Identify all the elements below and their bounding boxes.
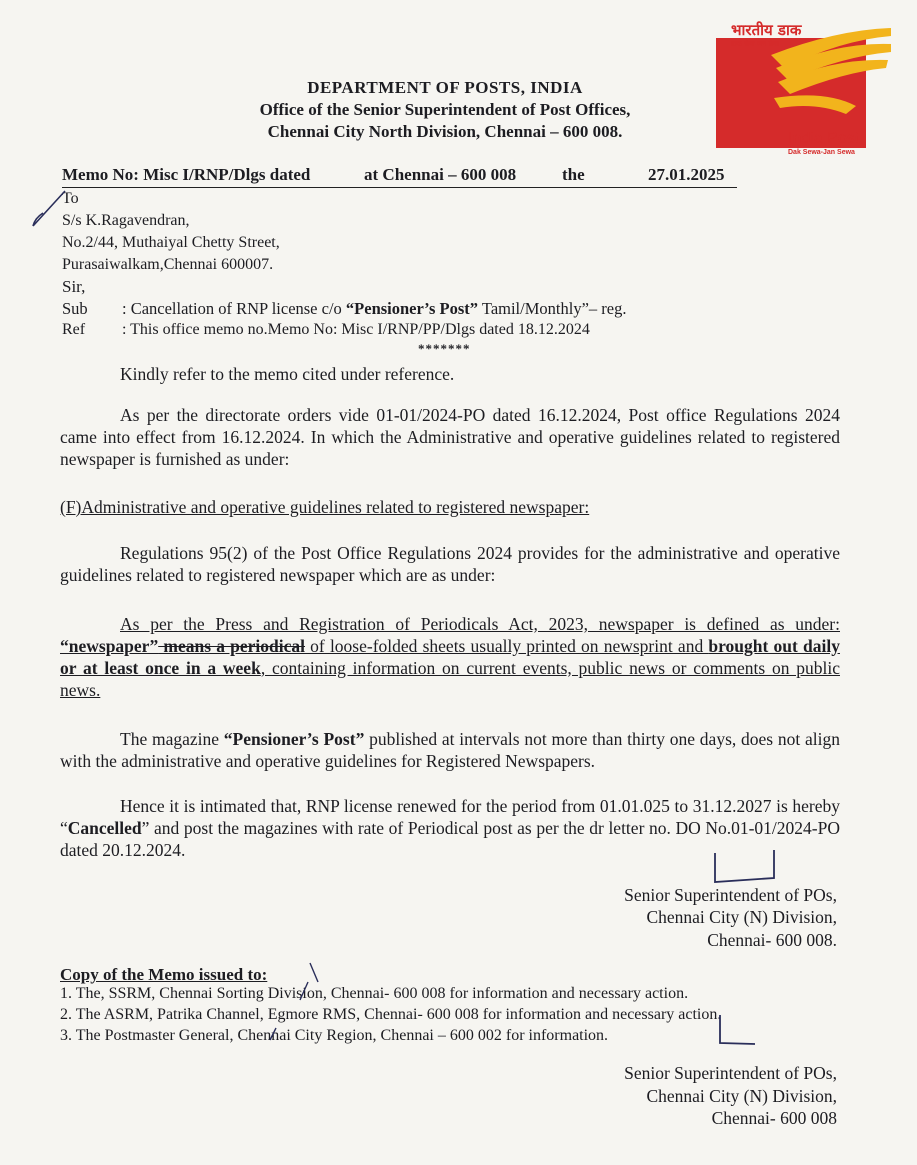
- office-title: Office of the Senior Superintendent of Post Offices,: [259, 100, 631, 119]
- paragraph-5: [60, 728, 840, 772]
- memo-place: at Chennai – 600 008: [364, 165, 517, 184]
- signature-1-line3: Chennai- 600 008.: [707, 930, 837, 950]
- paragraph-6-cancelled: Cancelled: [67, 818, 142, 838]
- definition-intro: As per the Press and Registration of Periodicals Act, 2023, newspaper is defined as under:: [120, 614, 840, 634]
- copy-item-2: 2. The ASRM, Patrika Channel, Egmore RMS, Chennai- 600 008 for information and necessary action.: [60, 1006, 722, 1023]
- paragraph-1: [60, 363, 840, 385]
- reference-text: : This office memo no.Memo No: Misc I/RNP/PP/Dlgs dated 18.12.2024: [122, 321, 590, 338]
- definition-body: of loose-folded sheets usually printed on newsprint and: [305, 636, 709, 656]
- subject-label: Sub: [62, 299, 88, 318]
- paragraph-5-c: published at intervals not more than thirty one days, does not align with the administrative and operative guidelines for Registered Newspapers.: [60, 729, 840, 771]
- department-title: DEPARTMENT OF POSTS, INDIA: [307, 78, 583, 97]
- definition-means: means a periodical: [158, 636, 305, 656]
- definition-end: , containing information on current events, public news or comments on public news.: [60, 658, 840, 700]
- paragraph-5-magazine: “Pensioner’s Post”: [223, 729, 365, 749]
- paragraph-3-text: Regulations 95(2) of the Post Office Regulations 2024 provides for the administrative and operative guidelines related to registered newspaper which are as under:: [60, 543, 840, 585]
- reference-label: Ref: [62, 321, 86, 338]
- copy-item-3: 3. The Postmaster General, Chennai City Region, Chennai – 600 002 for information.: [60, 1027, 609, 1044]
- logo-name: India Post: [788, 130, 860, 147]
- addressee-to: To: [62, 190, 79, 207]
- subject-row: [62, 298, 626, 320]
- logo-hindi-title: भारतीय डाक: [731, 21, 802, 39]
- logo-hindi-tagline: डाक सेवा-जन सेवा: [731, 40, 779, 48]
- logo-tagline: Dak Sewa-Jan Sewa: [788, 149, 855, 156]
- india-post-logo: [716, 10, 891, 160]
- section-heading: (F)Administrative and operative guidelines related to registered newspaper:: [60, 497, 590, 517]
- paragraph-3: [60, 542, 840, 586]
- paragraph-6-c: ” and post the magazines with rate of Periodical post as per the dr letter no. DO No.01-01/2024-PO dated 20.12.2024.: [60, 818, 840, 860]
- paragraph-6: [60, 795, 840, 861]
- paragraph-4-definition: [60, 613, 840, 701]
- addressee-line1: No.2/44, Muthaiyal Chetty Street,: [62, 234, 280, 251]
- copy-heading: Copy of the Memo issued to:: [60, 965, 268, 984]
- addressee-name: S/s K.Ragavendran,: [62, 212, 190, 229]
- paragraph-1-text: Kindly refer to the memo cited under reference.: [120, 364, 455, 384]
- paragraph-2: [60, 404, 840, 470]
- subject-text-bold: “Pensioner’s Post”: [345, 299, 479, 318]
- signature-2-line3: Chennai- 600 008: [711, 1108, 837, 1128]
- subject-text-pre: : Cancellation of RNP license c/o: [122, 299, 346, 318]
- signature-1-line1: Senior Superintendent of POs,: [624, 885, 837, 905]
- copy-item-1: 1. The, SSRM, Chennai Sorting Division, Chennai- 600 008 for information and necessary action.: [60, 985, 689, 1002]
- signature-2-line2: Chennai City (N) Division,: [646, 1086, 837, 1106]
- addressee-line2: Purasaiwalkam,Chennai 600007.: [62, 256, 274, 273]
- salutation: Sir,: [62, 277, 86, 296]
- definition-frequency: brought out daily or at least once in a week: [60, 636, 840, 678]
- division-title: Chennai City North Division, Chennai – 600 008.: [267, 122, 623, 141]
- memo-date: 27.01.2025: [648, 165, 725, 184]
- separator-stars: *******: [418, 341, 471, 356]
- paragraph-5-a: The magazine: [120, 729, 224, 749]
- memo-the: the: [562, 165, 585, 184]
- subject-text-post: Tamil/Monthly”– reg.: [478, 299, 627, 318]
- paragraph-2-text: As per the directorate orders vide 01-01/2024-PO dated 16.12.2024, Post office Regulations 2024 came into effect from 16.12.2024. In which the Administrative and operative guidelines related to registered newspaper is furnished as under:: [60, 405, 840, 469]
- signature-2-line1: Senior Superintendent of POs,: [624, 1063, 837, 1083]
- definition-term: “newspaper”: [60, 636, 159, 656]
- signature-1-line2: Chennai City (N) Division,: [646, 907, 837, 927]
- memo-line: [62, 165, 737, 188]
- reference-row: [62, 319, 590, 341]
- paragraph-6-a: Hence it is intimated that, RNP license renewed for the period from 01.01.025 to 31.12.2027 is hereby “: [60, 796, 840, 838]
- memo-number: Memo No: Misc I/RNP/Dlgs dated: [62, 165, 311, 184]
